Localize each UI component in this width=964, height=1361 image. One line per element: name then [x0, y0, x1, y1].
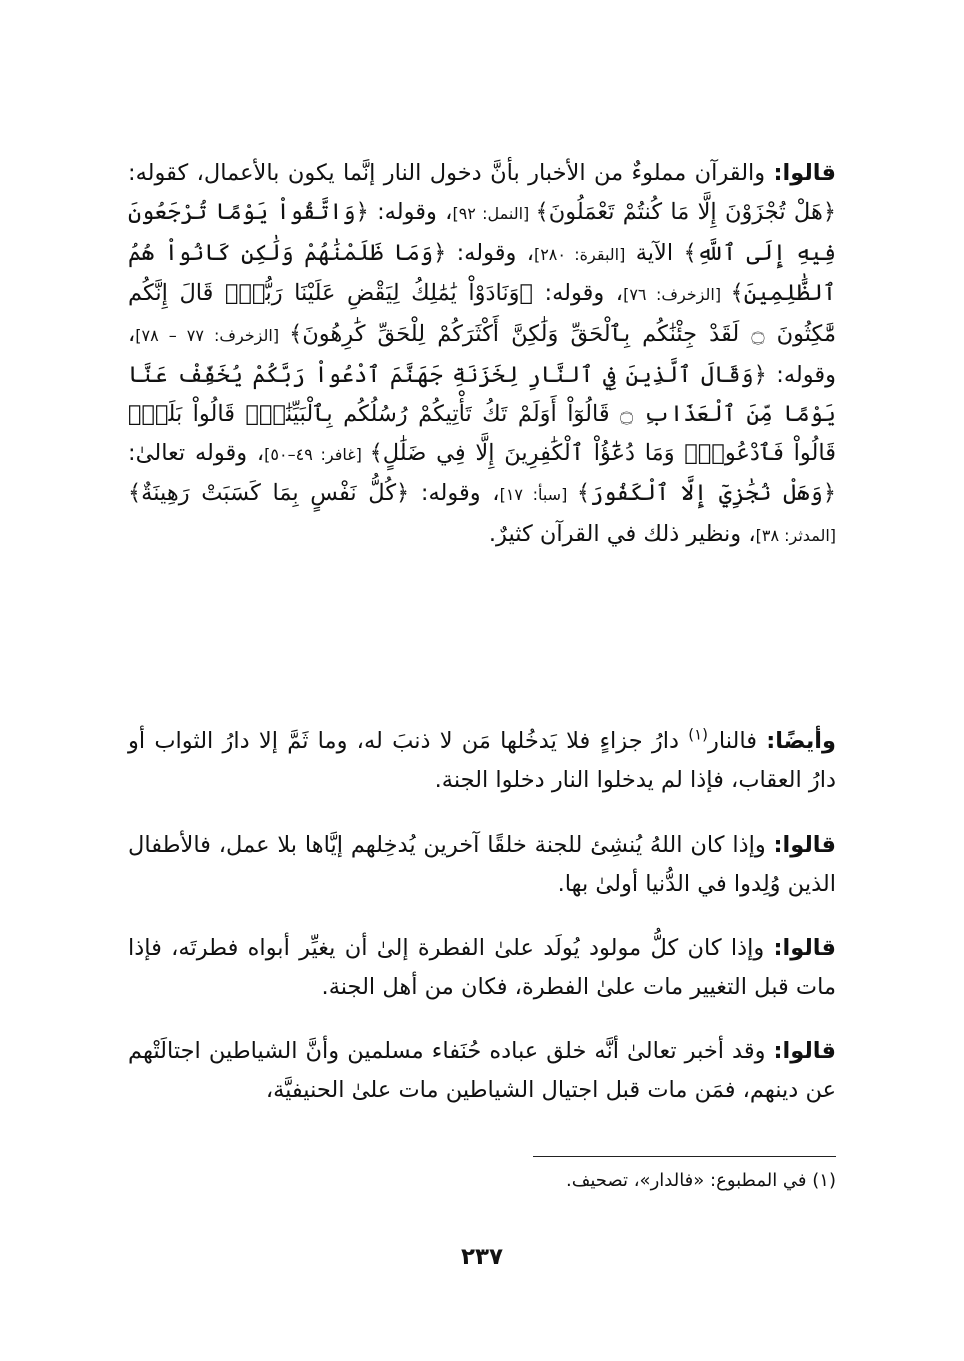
paragraph-5 — [128, 1032, 836, 1110]
paragraph-lead-word: قالوا: — [773, 1038, 836, 1064]
paragraph-lead-word: قالوا: — [773, 935, 836, 961]
verse-reference: [المدثر: ٣٨] — [755, 526, 836, 546]
body-text: ، وقوله تعالىٰ: — [128, 439, 265, 466]
page-number: ٢٣٧ — [460, 1244, 504, 1270]
quran-quote: ﴿وَقَالَ ٱلَّذِينَ فِي ٱلنَّارِ لِخَزَنَةِ جَهَنَّمَ ٱدْعُواْ رَبَّكُمْ يُخَفِّفْ عَنَّا يَوْمًا مِّنَ ٱلْعَذَابِ ۝ قَالُوٓاْ أَوَلَمْ تَكُ تَأْتِيكُمْ رُسُلُكُم بِٱلْبَيِّنَٰتِۖ قَالُواْ بَلَىٰۚ قَالُواْ فَٱدْعُواْۗ وَمَا دُعَٰٓؤُاْ ٱلْكَٰفِرِينَ إِلَّا فِي ضَلَٰلٍ﴾ — [128, 361, 836, 466]
footnote-marker: (١) — [688, 725, 709, 744]
body-text: ، وقوله: — [532, 280, 624, 307]
body-text: الآية — [625, 239, 684, 266]
paragraph-2 — [128, 722, 836, 800]
footnote: (١) في المطبوع: «فالدار»، تصحيف. — [566, 1170, 836, 1191]
paragraph-1 — [128, 154, 836, 556]
body-text: وقد أخبر تعالىٰ أنَّه خلق عباده حُنَفاء مسلمين وأنَّ الشياطين اجتالَتْهم عن دينهم، فمَن مات قبل اجتيال الشياطين مات علىٰ الحنيفيَّة، — [128, 1038, 836, 1103]
paragraph-3 — [128, 826, 836, 904]
body-text: فالنار — [708, 728, 767, 754]
paragraph-lead-word: قالوا: — [773, 160, 836, 186]
paragraph-lead-word: وأيضًا: — [766, 728, 836, 754]
paragraph-lead-word: قالوا: — [773, 832, 836, 858]
verse-reference: [النمل: ٩٢] — [452, 203, 536, 223]
quran-quote: ﴿هَلْ تُجْزَوْنَ إِلَّا مَا كُنتُمْ تَعْمَلُونَ﴾ — [535, 198, 836, 225]
quran-quote: ﴿وَنَادَوْاْ يَٰمَٰلِكُ لِيَقْضِ عَلَيْنَا رَبُّكَۖ قَالَ إِنَّكُم مَّٰكِثُونَ ۝ لَقَدْ جِئْنَٰكُم بِٱلْحَقِّ وَلَٰكِنَّ أَكْثَرَكُمْ لِلْحَقِّ كَٰرِهُونَ﴾ — [128, 280, 837, 348]
quran-quote: ﴿وَهَلْ نُجَٰزِيٓ إِلَّا ٱلْكَفُورَ﴾ — [576, 480, 837, 507]
quran-quote: ﴿كُلُّ نَفْسٍ بِمَا كَسَبَتْ رَهِينَةٌ﴾ — [128, 480, 410, 507]
body-text: ، ونظير ذلك في القرآن كثيرٌ. — [488, 521, 756, 548]
body-text: ، وقوله: — [446, 239, 534, 266]
body-text: دارُ جزاءٍ فلا يَدخُلها مَن لا ذنبَ له، وما ثَمَّ إلا دارُ الثواب أو دارُ العقاب، فإذا لم يدخلوا النار دخلوا الجنة. — [128, 728, 836, 793]
paragraph-4 — [128, 929, 836, 1007]
body-text: ، وقوله: — [409, 480, 500, 507]
body-text: والقرآن مملوءٌ من الأخبار بأنَّ دخول النار إنَّما يكون بالأعمال، كقوله: — [128, 160, 774, 186]
body-text: وإذا كان كلُّ مولود يُولَد علىٰ الفطرة إلىٰ أن يغيِّر أبواه فطرتَه، فإذا مات قبل التغيير مات علىٰ الفطرة، فكان من أهل الجنة. — [128, 935, 836, 1000]
footnote-divider — [533, 1156, 836, 1157]
verse-reference: [الزخرف: ٧٧ – ٧٨] — [135, 326, 290, 346]
verse-reference: [غافر: ٤٩–٥٠] — [264, 444, 370, 464]
quran-quote: ﴿وَاتَّقُواْ يَوْمًا تُرْجَعُونَ فِيهِ إِلَى ٱللَّهِ﴾ — [128, 198, 837, 266]
body-text: ، وقوله: — [368, 198, 453, 225]
quran-quote: ﴿وَمَا ظَلَمْنَٰهُمْ وَلَٰكِن كَانُواْ هُمُ ٱلظَّٰلِمِينَ﴾ — [128, 239, 837, 307]
verse-reference: [الزخرف: ٧٦] — [623, 285, 731, 305]
verse-reference: [سبأ: ١٧] — [499, 485, 577, 505]
body-text: ، وقوله: — [128, 321, 836, 388]
body-text: وإذا كان اللهُ يُنشِئ للجنة خلقًا آخرين يُدخِلهم إيَّاها بلا عمل، فالأطفال الذين وُلِدوا في الدُّنيا أولىٰ بها. — [128, 832, 836, 897]
verse-reference: [البقرة: ٢٨٠] — [533, 244, 626, 264]
